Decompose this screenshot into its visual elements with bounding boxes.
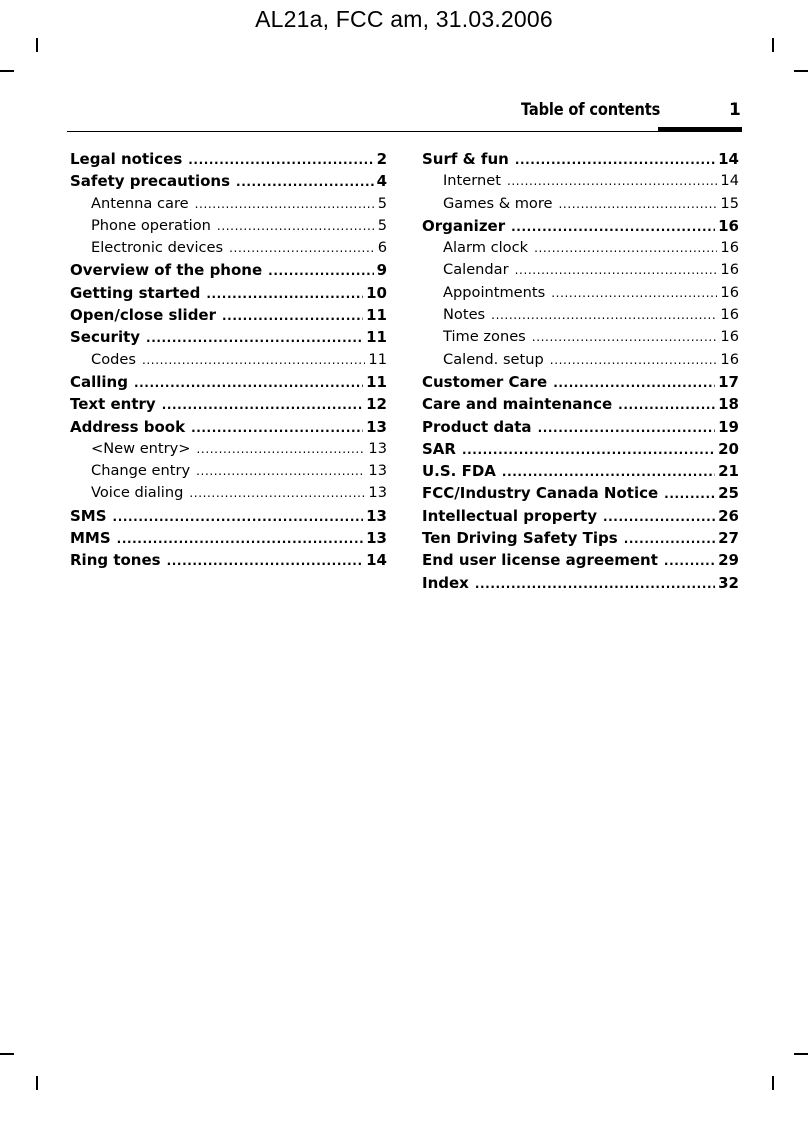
toc-entry[interactable] <box>422 551 739 573</box>
toc-entry-label: Index <box>422 573 469 592</box>
toc-entry-label: <New entry> <box>91 439 191 457</box>
toc-dot-leader <box>146 332 363 344</box>
toc-dot-leader <box>117 533 363 545</box>
toc-dot-leader <box>229 242 375 254</box>
crop-mark-bottom-left-h <box>0 1053 14 1055</box>
toc-dot-leader <box>559 198 718 210</box>
toc-entry[interactable] <box>70 306 387 328</box>
toc-dot-leader <box>142 354 365 366</box>
toc-entry-label: Internet <box>443 172 501 190</box>
toc-dot-leader <box>664 488 715 500</box>
toc-dot-leader <box>217 220 375 232</box>
toc-dot-leader <box>553 377 715 389</box>
toc-dot-leader <box>222 310 363 322</box>
toc-entry-page-number: 13 <box>366 529 387 548</box>
toc-entry-page-number: 16 <box>720 239 739 257</box>
running-head-title: Table of contents <box>521 100 661 120</box>
toc-entry-label: Address book <box>70 417 186 436</box>
toc-entry-label: Ten Driving Safety Tips <box>422 529 618 548</box>
toc-entry-page-number: 11 <box>366 328 387 347</box>
toc-entry-page-number: 16 <box>720 261 739 279</box>
toc-entry-page-number: 16 <box>720 328 739 346</box>
toc-entry-page-number: 6 <box>377 239 387 257</box>
toc-entry-page-number: 9 <box>376 261 387 280</box>
toc-entry[interactable] <box>422 462 739 484</box>
toc-entry-label: Customer Care <box>422 372 548 391</box>
toc-entry-page-number: 11 <box>366 306 387 325</box>
toc-entry[interactable] <box>70 418 387 440</box>
toc-entry-page-number: 29 <box>718 551 739 570</box>
toc-entry[interactable] <box>70 484 387 506</box>
toc-entry-label: Change entry <box>91 462 191 480</box>
toc-entry-label: MMS <box>70 529 111 548</box>
toc-dot-leader <box>206 288 363 300</box>
toc-entry-page-number: 12 <box>366 395 387 414</box>
toc-column-right <box>422 150 739 596</box>
toc-dot-leader <box>551 287 717 299</box>
toc-entry-label: Calend. setup <box>443 350 544 368</box>
toc-entry[interactable] <box>70 373 387 395</box>
toc-dot-leader <box>475 578 715 590</box>
toc-dot-leader <box>188 154 373 166</box>
toc-dot-leader <box>268 265 373 277</box>
toc-entry-label: Open/close slider <box>70 306 217 325</box>
toc-entry-page-number: 13 <box>366 506 387 525</box>
toc-entry-label: Antenna care <box>91 194 189 212</box>
toc-entry[interactable] <box>422 440 739 462</box>
toc-dot-leader <box>236 176 374 188</box>
toc-entry-page-number: 11 <box>366 372 387 391</box>
toc-entry[interactable] <box>422 239 739 261</box>
toc-column-left <box>70 150 387 574</box>
toc-entry[interactable] <box>422 373 739 395</box>
toc-entry-label: Calendar <box>443 261 509 279</box>
toc-entry-page-number: 2 <box>376 150 387 168</box>
toc-entry-label: Voice dialing <box>91 484 184 502</box>
toc-dot-leader <box>618 399 715 411</box>
toc-entry-page-number: 4 <box>376 172 387 191</box>
toc-entry[interactable] <box>70 261 387 283</box>
toc-entry[interactable] <box>70 284 387 306</box>
toc-entry[interactable] <box>422 529 739 551</box>
crop-mark-bottom-left-v <box>36 1076 38 1090</box>
toc-entry[interactable] <box>70 462 387 484</box>
toc-entry[interactable] <box>422 574 739 596</box>
toc-entry-label: Codes <box>91 350 136 368</box>
toc-dot-leader <box>191 422 363 434</box>
toc-dot-leader <box>196 465 365 477</box>
toc-entry-label: Safety precautions <box>70 172 231 191</box>
toc-dot-leader <box>550 354 718 366</box>
toc-dot-leader <box>515 264 718 276</box>
toc-entry[interactable] <box>70 328 387 350</box>
toc-dot-leader <box>515 154 715 166</box>
toc-entry-page-number: 19 <box>718 417 739 436</box>
toc-entry-page-number: 32 <box>718 573 739 592</box>
print-header: AL21a, FCC am, 31.03.2006 <box>255 6 553 32</box>
toc-entry-page-number: 5 <box>377 216 387 234</box>
crop-mark-top-right-v <box>772 38 774 52</box>
toc-entry-page-number: 13 <box>368 484 387 502</box>
toc-dot-leader <box>538 422 716 434</box>
toc-entry-page-number: 16 <box>718 216 739 235</box>
toc-entry[interactable] <box>422 328 739 350</box>
toc-entry-label: SMS <box>70 506 107 525</box>
toc-entry[interactable] <box>422 306 739 328</box>
crop-mark-top-right-h <box>794 70 808 72</box>
toc-entry[interactable] <box>422 507 739 529</box>
crop-mark-top-left-h <box>0 70 14 72</box>
toc-entry-label: Organizer <box>422 216 506 235</box>
toc-entry-page-number: 14 <box>718 150 739 168</box>
toc-dot-leader <box>491 309 717 321</box>
toc-dot-leader <box>532 331 718 343</box>
toc-entry[interactable] <box>422 418 739 440</box>
toc-entry-page-number: 25 <box>718 484 739 503</box>
toc-entry-label: Overview of the phone <box>70 261 263 280</box>
toc-entry-label: Legal notices <box>70 150 183 168</box>
toc-entry-label: SAR <box>422 439 456 458</box>
toc-entry[interactable] <box>70 239 387 261</box>
toc-entry-label: Appointments <box>443 283 546 301</box>
toc-dot-leader <box>195 198 375 210</box>
toc-entry[interactable] <box>422 284 739 306</box>
toc-dot-leader <box>664 555 715 567</box>
toc-dot-leader <box>189 487 365 499</box>
running-head-page-number: 1 <box>729 100 741 120</box>
toc-entry-label: Product data <box>422 417 532 436</box>
toc-entry-page-number: 16 <box>720 283 739 301</box>
header-rule-accent <box>658 127 742 131</box>
toc-dot-leader <box>462 444 715 456</box>
toc-entry[interactable] <box>70 507 387 529</box>
toc-dot-leader <box>603 511 715 523</box>
toc-entry[interactable] <box>70 551 387 573</box>
toc-dot-leader <box>162 399 363 411</box>
toc-entry-label: Notes <box>443 306 486 324</box>
toc-entry-label: Security <box>70 328 141 347</box>
toc-entry-label: Calling <box>70 372 128 391</box>
toc-entry-label: Games & more <box>443 194 553 212</box>
toc-entry-label: U.S. FDA <box>422 462 496 481</box>
toc-entry-page-number: 20 <box>718 439 739 458</box>
toc-entry[interactable] <box>70 150 387 172</box>
toc-entry-page-number: 11 <box>368 350 387 368</box>
toc-entry-page-number: 26 <box>718 506 739 525</box>
toc-entry-label: Getting started <box>70 283 201 302</box>
toc-entry[interactable] <box>422 217 739 239</box>
toc-dot-leader <box>502 466 715 478</box>
toc-entry-page-number: 13 <box>368 439 387 457</box>
header-rule <box>67 131 742 132</box>
toc-entry-label: Time zones <box>443 328 526 346</box>
toc-entry-page-number: 17 <box>718 372 739 391</box>
toc-dot-leader <box>197 443 366 455</box>
crop-mark-bottom-right-v <box>772 1076 774 1090</box>
toc-entry-page-number: 14 <box>366 551 387 570</box>
toc-dot-leader <box>507 175 717 187</box>
toc-entry-page-number: 18 <box>718 395 739 414</box>
toc-entry[interactable] <box>70 195 387 217</box>
toc-entry[interactable] <box>70 172 387 194</box>
toc-entry[interactable] <box>422 172 739 194</box>
toc-entry-label: Surf & fun <box>422 150 509 168</box>
toc-dot-leader <box>534 242 717 254</box>
toc-entry[interactable] <box>422 261 739 283</box>
toc-entry[interactable] <box>422 150 739 172</box>
toc-entry-label: Ring tones <box>70 551 161 570</box>
toc-entry-label: FCC/Industry Canada Notice <box>422 484 659 503</box>
toc-dot-leader <box>113 511 364 523</box>
toc-entry-label: End user license agreement <box>422 551 658 570</box>
toc-entry-label: Care and maintenance <box>422 395 613 414</box>
toc-entry-label: Text entry <box>70 395 156 414</box>
toc-entry-page-number: 21 <box>718 462 739 481</box>
toc-entry-page-number: 15 <box>720 194 739 212</box>
toc-entry-page-number: 13 <box>368 462 387 480</box>
toc-entry-page-number: 5 <box>377 194 387 212</box>
toc-entry[interactable] <box>422 395 739 417</box>
toc-entry-page-number: 14 <box>720 172 739 190</box>
crop-mark-bottom-right-h <box>794 1053 808 1055</box>
toc-entry-page-number: 10 <box>366 283 387 302</box>
toc-entry[interactable] <box>422 484 739 506</box>
toc-entry[interactable] <box>422 195 739 217</box>
toc-entry[interactable] <box>70 529 387 551</box>
toc-entry-label: Alarm clock <box>443 239 529 257</box>
crop-mark-top-left-v <box>36 38 38 52</box>
toc-dot-leader <box>624 533 715 545</box>
toc-entry-page-number: 16 <box>720 350 739 368</box>
toc-entry-label: Intellectual property <box>422 506 597 525</box>
toc-entry[interactable] <box>70 217 387 239</box>
toc-entry-label: Phone operation <box>91 216 211 234</box>
toc-dot-leader <box>511 221 715 233</box>
toc-entry-page-number: 13 <box>366 417 387 436</box>
toc-dot-leader <box>134 377 363 389</box>
toc-entry[interactable] <box>70 395 387 417</box>
toc-entry-label: Electronic devices <box>91 239 224 257</box>
toc-entry[interactable] <box>70 440 387 462</box>
toc-entry-page-number: 16 <box>720 306 739 324</box>
toc-entry-page-number: 27 <box>718 529 739 548</box>
toc-entry[interactable] <box>70 351 387 373</box>
toc-dot-leader <box>167 555 364 567</box>
toc-entry[interactable] <box>422 351 739 373</box>
